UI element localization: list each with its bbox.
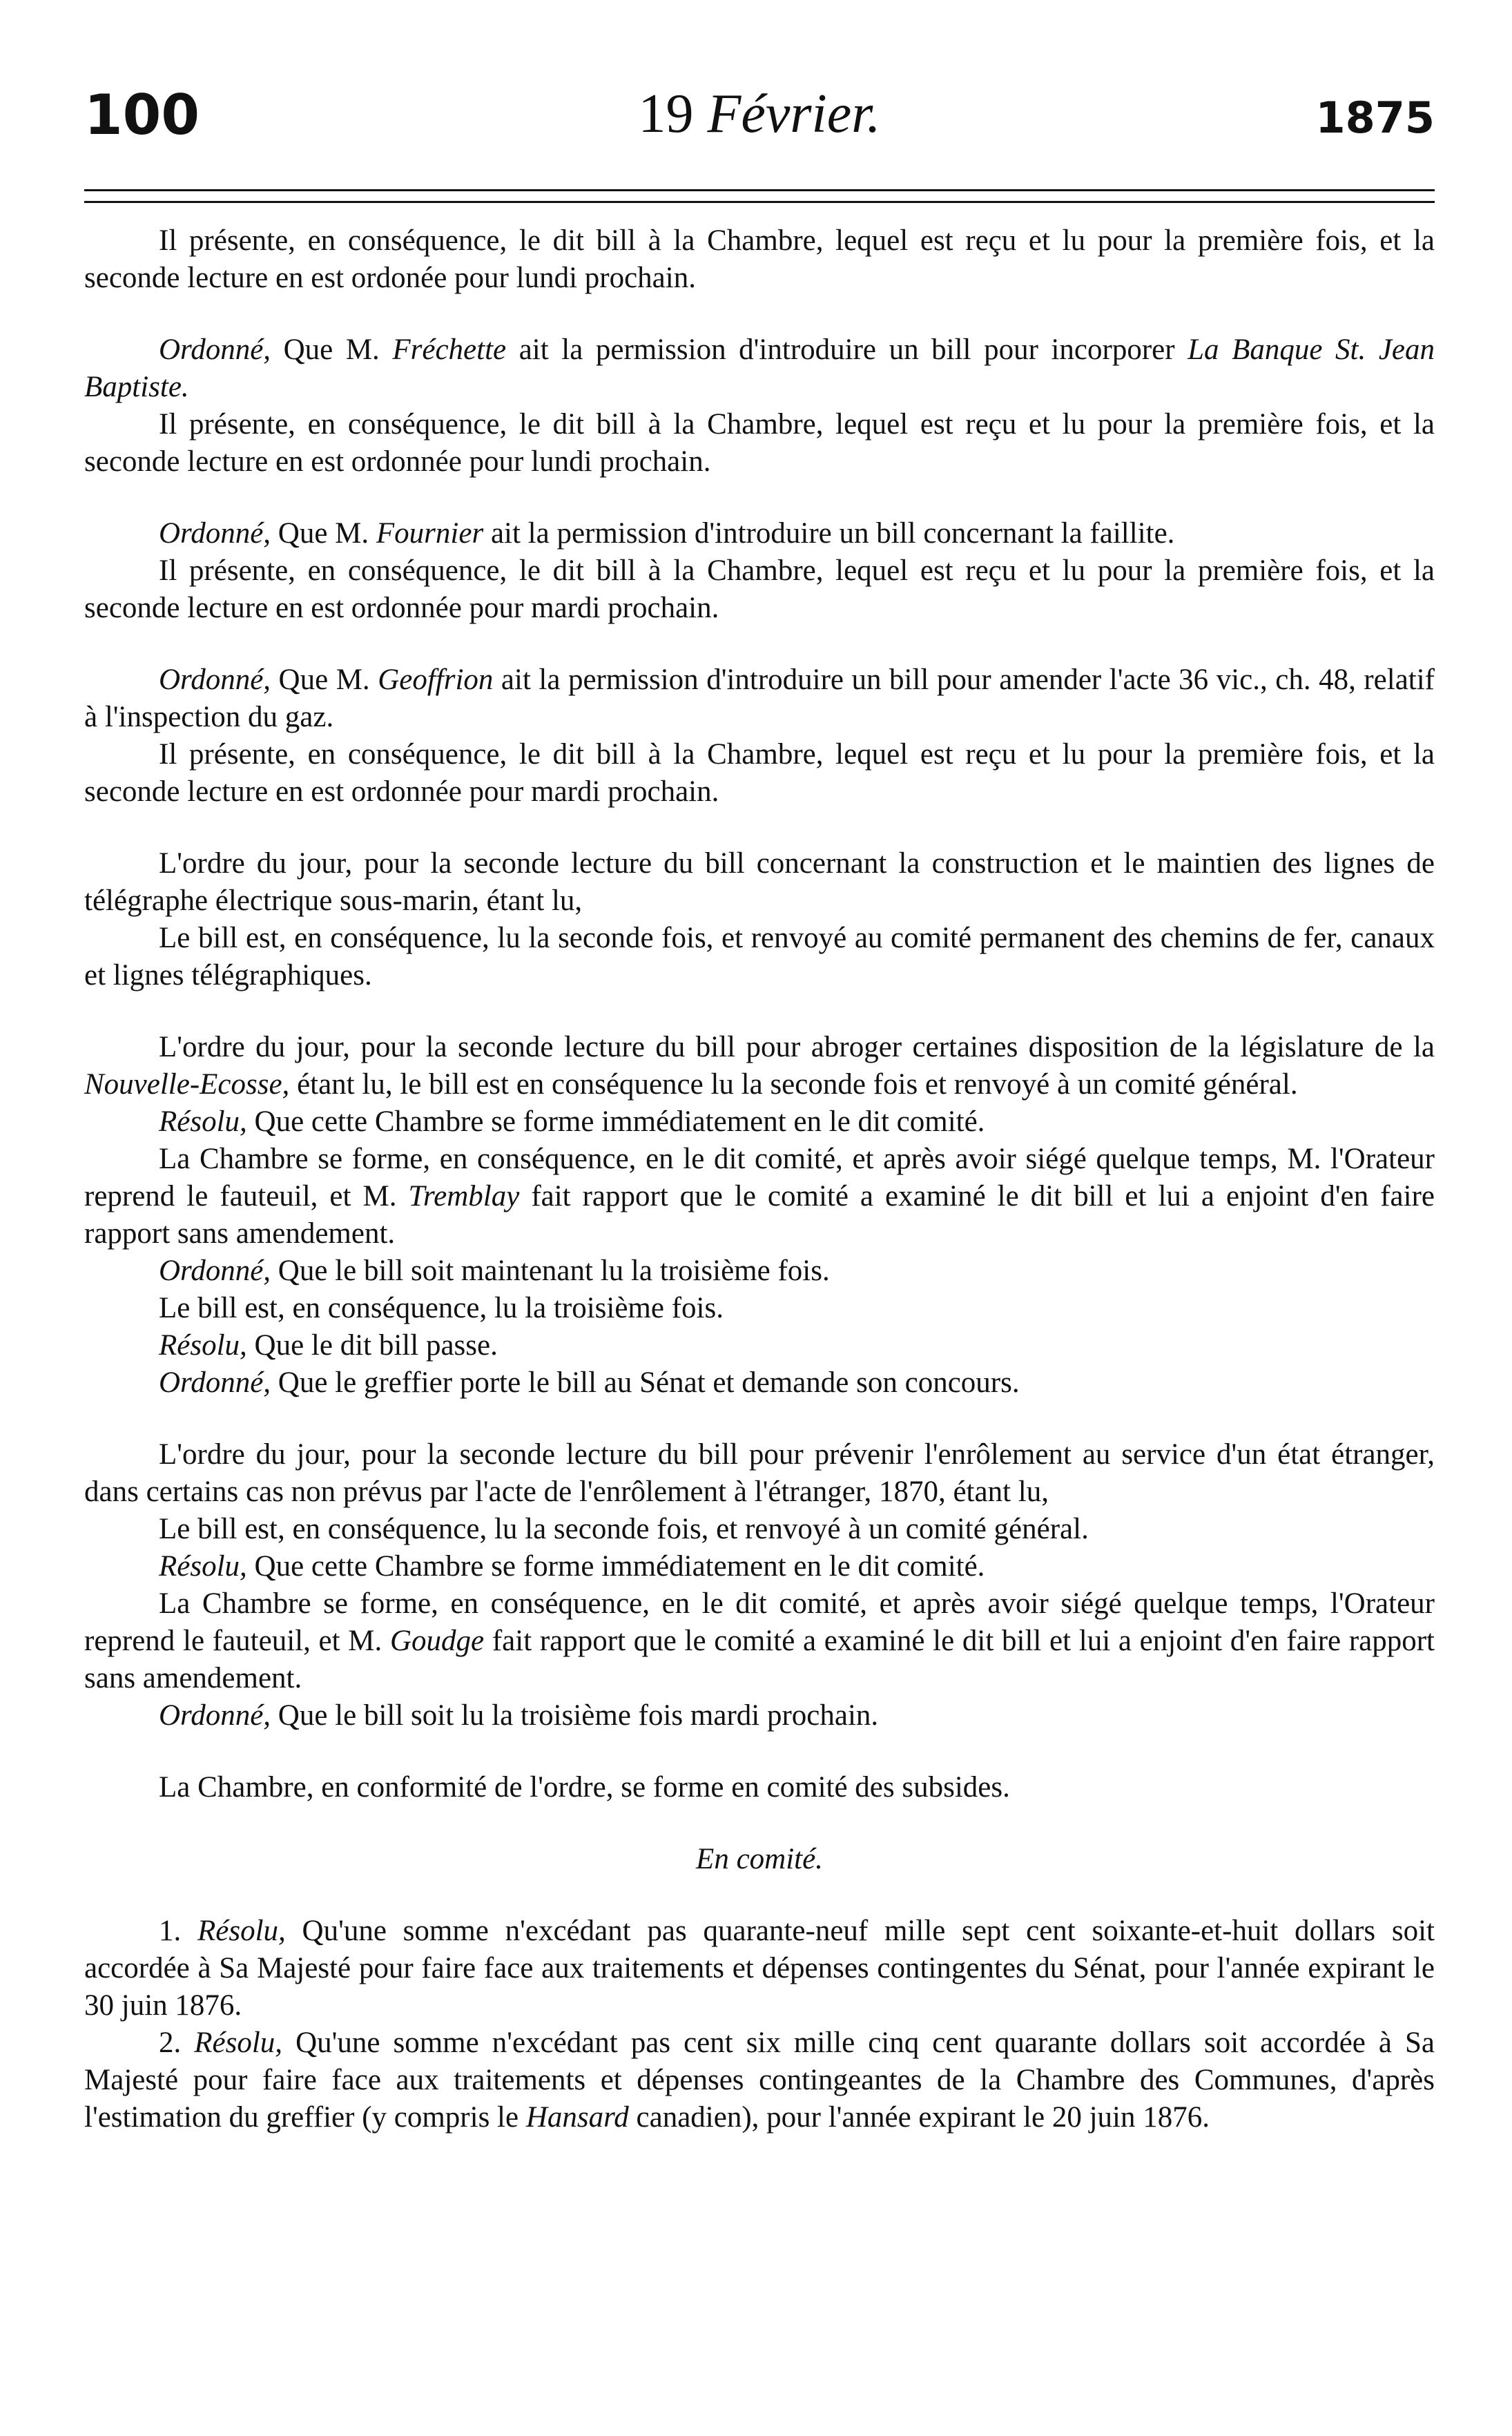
page-header xyxy=(84,83,1435,166)
section-heading: En comité. xyxy=(696,1843,823,1875)
paragraph: Résolu, Que le dit bill passe. xyxy=(159,1329,498,1362)
paragraph: Ordonné, Que le greffier porte le bill au Sénat et demande son concours. xyxy=(159,1366,1020,1399)
page-number: 100 xyxy=(84,83,200,147)
paragraph: Ordonné, Que M. Geoffrion ait la permission d'introduire un bill pour amender l'acte 36 vic., ch. 48, relatif à l'inspection du gaz. xyxy=(84,664,1435,733)
document-page xyxy=(84,83,1435,2136)
paragraph: 2. Résolu, Qu'une somme n'excédant pas cent six mille cinq cent quarante dollars soit accordée à Sa Majesté pour faire face aux traitements et dépenses contingeantes de la Chambre des Communes, d'après l'estimation du greffier (y compris le Hansard canadien), pour l'année expirant le 20 juin 1876. xyxy=(84,2027,1435,2134)
header-day: 19 xyxy=(638,84,694,144)
paragraph: Ordonné, Que M. Fréchette ait la permission d'introduire un bill pour incorporer La Banque St. Jean Baptiste. xyxy=(84,334,1435,403)
paragraph: Résolu, Que cette Chambre se forme immédiatement en le dit comité. xyxy=(159,1105,985,1138)
paragraph: La Chambre se forme, en conséquence, en le dit comité, et après avoir siégé quelque temps, l'Orateur reprend le fauteuil, et M. Goudge fait rapport que le comité a examiné le dit bill et lui a enjoint d'en faire rapport sans amendement. xyxy=(84,1587,1435,1694)
paragraph: Il présente, en conséquence, le dit bill à la Chambre, lequel est reçu et lu pour la première fois, et la seconde lecture en est ordonnée pour lundi prochain. xyxy=(84,408,1435,478)
header-rule xyxy=(84,189,1435,203)
paragraph: Le bill est, en conséquence, lu la troisième fois. xyxy=(159,1292,724,1324)
paragraph: Ordonné, Que le bill soit lu la troisième fois mardi prochain. xyxy=(159,1699,879,1732)
paragraph: L'ordre du jour, pour la seconde lecture du bill pour abroger certaines disposition de la législature de la Nouvelle-Ecosse, étant lu, le bill est en conséquence lu la seconde fois et renvoyé à un comité général. xyxy=(84,1031,1435,1101)
paragraph: Il présente, en conséquence, le dit bill à la Chambre, lequel est reçu et lu pour la première fois, et la seconde lecture en est ordonnée pour mardi prochain. xyxy=(84,554,1435,624)
paragraph: Ordonné, Que M. Fournier ait la permission d'introduire un bill concernant la faillite. xyxy=(159,517,1175,550)
body-text xyxy=(84,222,1435,2136)
paragraph: Résolu, Que cette Chambre se forme immédiatement en le dit comité. xyxy=(159,1550,985,1583)
paragraph: L'ordre du jour, pour la seconde lecture du bill concernant la construction et le maintien des lignes de télégraphe électrique sous-marin, étant lu, xyxy=(84,847,1435,917)
paragraph: Le bill est, en conséquence, lu la seconde fois, et renvoyé à un comité général. xyxy=(159,1513,1089,1545)
paragraph: La Chambre, en conformité de l'ordre, se forme en comité des subsides. xyxy=(159,1771,1010,1804)
header-date xyxy=(84,83,1435,146)
header-month: Février. xyxy=(707,84,881,144)
paragraph: L'ordre du jour, pour la seconde lecture du bill pour prévenir l'enrôlement au service d'un état étranger, dans certains cas non prévus par l'acte de l'enrôlement à l'étranger, 1870, étant lu, xyxy=(84,1438,1435,1508)
header-year: 1875 xyxy=(1315,93,1435,143)
paragraph: Il présente, en conséquence, le dit bill à la Chambre, lequel est reçu et lu pour la première fois, et la seconde lecture en est ordonée pour lundi prochain. xyxy=(84,224,1435,294)
paragraph: La Chambre se forme, en conséquence, en le dit comité, et après avoir siégé quelque temps, M. l'Orateur reprend le fauteuil, et M. Tremblay fait rapport que le comité a examiné le dit bill et lui a enjoint d'en faire rapport sans amendement. xyxy=(84,1143,1435,1250)
paragraph: 1. Résolu, Qu'une somme n'excédant pas quarante-neuf mille sept cent soixante-et-huit dollars soit accordée à Sa Majesté pour faire face aux traitements et dépenses contingentes du Sénat, pour l'année expirant le 30 juin 1876. xyxy=(84,1915,1435,2022)
paragraph: Ordonné, Que le bill soit maintenant lu la troisième fois. xyxy=(159,1255,830,1287)
paragraph: Il présente, en conséquence, le dit bill à la Chambre, lequel est reçu et lu pour la première fois, et la seconde lecture en est ordonnée pour mardi prochain. xyxy=(84,738,1435,808)
paragraph: Le bill est, en conséquence, lu la seconde fois, et renvoyé au comité permanent des chemins de fer, canaux et lignes télégraphiques. xyxy=(84,922,1435,992)
